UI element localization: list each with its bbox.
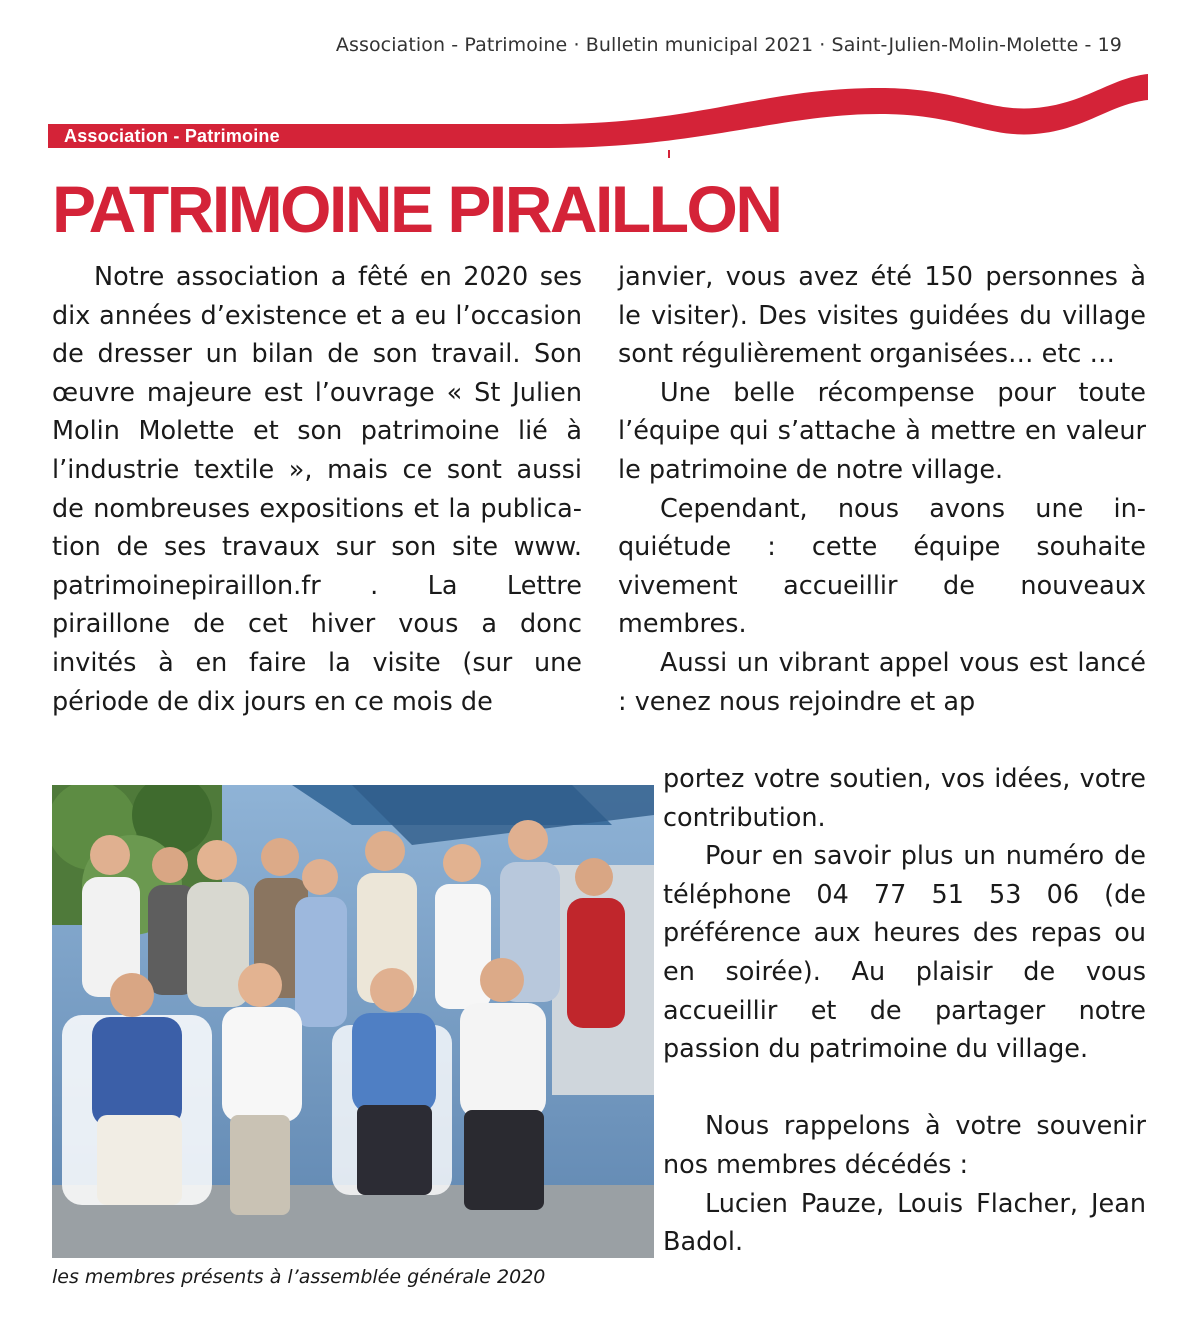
article-title: PATRIMOINE PIRAILLON [52, 172, 781, 246]
article-paragraph: Notre association a fêté en 2020 ses dix années d’existence et a eu l’occasion de dresser un bilan de son travail. Son œuvre majeure est l’ouvrage « St Julien Molin Molette et son patrimoine lié à l’industrie textile », mais ce sont aussi de nombreuses expositions et la publication de ses travaux sur son site www. patrimoinepiraillon.fr . La Lettre piraillone de cet hiver vous a donc invités à en faire la visite (sur une période de dix jours en ce mois de [52, 262, 582, 717]
article-paragraph: Nous rappelons à votre souvenir nos membres décédés : [663, 1111, 1146, 1180]
article-paragraph: Aussi un vibrant appel vous est lancé : venez nous rejoindre et ap [618, 647, 1146, 717]
article-paragraph: janvier, vous avez été 150 personnes à le visiter). Des visites guidées du village sont régulièrement organisées… etc … [618, 262, 1146, 370]
article-paragraph: Cependant, nous avons une inquiétude : cette équipe souhaite vivement accueillir de nouveaux membres. [618, 493, 1146, 640]
article-column-right [618, 258, 1146, 721]
group-photo [52, 785, 654, 1258]
article-column-right-continued [663, 760, 1146, 1262]
running-header: Association - Patrimoine · Bulletin municipal 2021 · Saint-Julien-Molin-Molette - 19 [335, 34, 1122, 56]
article-paragraph: Lucien Pauze, Louis Flacher, Jean Badol. [663, 1188, 1146, 1258]
article-paragraph: Pour en savoir plus un numéro de téléphone 04 77 51 53 06 (de préférence aux heures des repas ou en soirée). Au plaisir de vous accueillir et de partager notre passion du patrimoine du village. [663, 841, 1146, 1065]
divider-tick [668, 150, 670, 158]
article-column-left [52, 258, 582, 721]
article-paragraph: portez votre soutien, vos idées, votre contribution. [663, 764, 1146, 833]
photo-caption: les membres présents à l’assemblée générale 2020 [52, 1266, 546, 1288]
article-paragraph: Une belle récompense pour toute l’équipe qui s’attache à mettre en valeur le patrimoine de notre village. [618, 377, 1146, 485]
section-label: Association - Patrimoine [64, 126, 280, 146]
